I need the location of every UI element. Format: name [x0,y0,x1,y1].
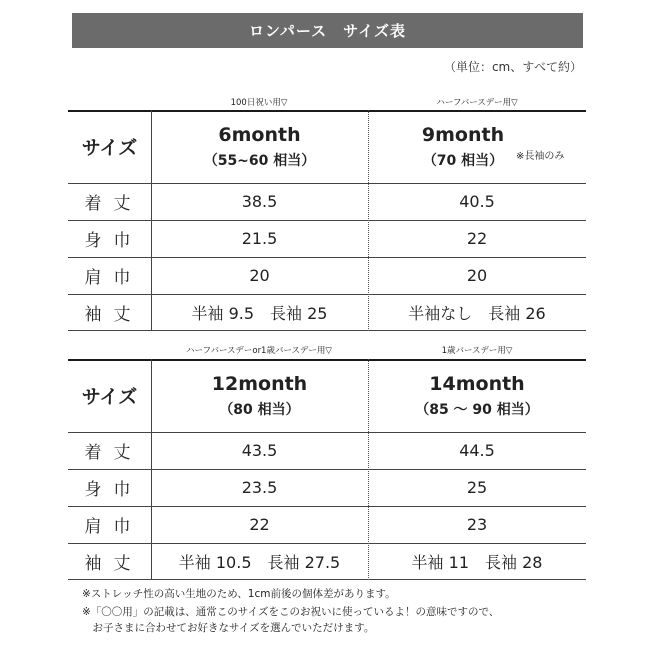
table-cell: 23.5 [241,478,278,497]
size-table-1 [68,110,586,331]
table-cell: 38.5 [241,192,278,211]
size-header-label: サイズ [81,137,138,159]
size-header-label: サイズ [81,386,138,408]
row-label-body-width: 身巾 [84,231,143,251]
unit-note: （単位：cm、すべて約） [443,60,582,74]
table-cell: 半袖 10.5 長袖 27.5 [178,552,341,572]
table-cell: 44.5 [459,441,495,460]
row-label-sleeve-length: 袖丈 [84,304,143,325]
row-label-body-width: 身巾 [84,480,143,500]
table-cell: 40.5 [459,192,495,211]
table-cell: 20 [249,266,270,285]
month-label: 12month [211,372,308,395]
row-label-length: 着丈 [84,443,143,463]
row-label-shoulder-width: 肩巾 [84,517,143,537]
size-range: （55~60 相当） [203,152,316,169]
month-label: 14month [429,372,525,395]
footnote-usage: ※「〇〇用」の記載は、通常このサイズをこのお祝いに使っているよ！の意味ですので、 [82,606,500,618]
column-header-12month [151,359,368,432]
long-sleeve-only-note: ※長袖のみ [516,151,565,162]
table-cell: 25 [466,478,488,497]
table-cell: 22 [466,229,488,248]
column-header-14month [368,359,586,432]
size-range: （85 ～ 90 相当） [415,401,539,418]
table-cell: 半袖 9.5 長袖 25 [191,303,328,323]
table-cell: 22 [249,515,270,534]
col-note-6month: 100日祝い用▽ [230,98,288,108]
size-table-2 [68,359,586,580]
col-note-9month: ハーフバースデー用▽ [436,98,518,108]
month-label: 6month [218,123,301,146]
table-cell: 半袖 11 長袖 28 [411,552,543,572]
row-label-length: 着丈 [84,194,143,214]
table-cell: 23 [466,515,488,534]
table-cell: 21.5 [241,229,278,248]
col-note-14month: 1歳バースデー用▽ [441,346,513,356]
row-label-shoulder-width: 肩巾 [84,268,143,288]
table-cell: 43.5 [241,441,278,460]
footnote-choice: お子さまに合わせてお好きなサイズを選んでいただけます。 [82,622,375,634]
col-note-12month: ハーフバースデーor1歳バースデー用▽ [186,346,332,356]
page-title: ロンパース サイズ表 [72,13,583,48]
column-header-6month [151,110,368,183]
size-range: （80 相当） [219,401,300,418]
size-range: （70 相当） [422,152,504,169]
table-cell: 20 [466,266,488,285]
row-label-sleeve-length: 袖丈 [84,553,143,574]
table-cell: 半袖なし 長袖 26 [408,303,546,323]
month-label: 9month [421,123,505,146]
footnote-stretch: ※ストレッチ性の高い生地のため、1cm前後の個体差があります。 [82,588,396,600]
